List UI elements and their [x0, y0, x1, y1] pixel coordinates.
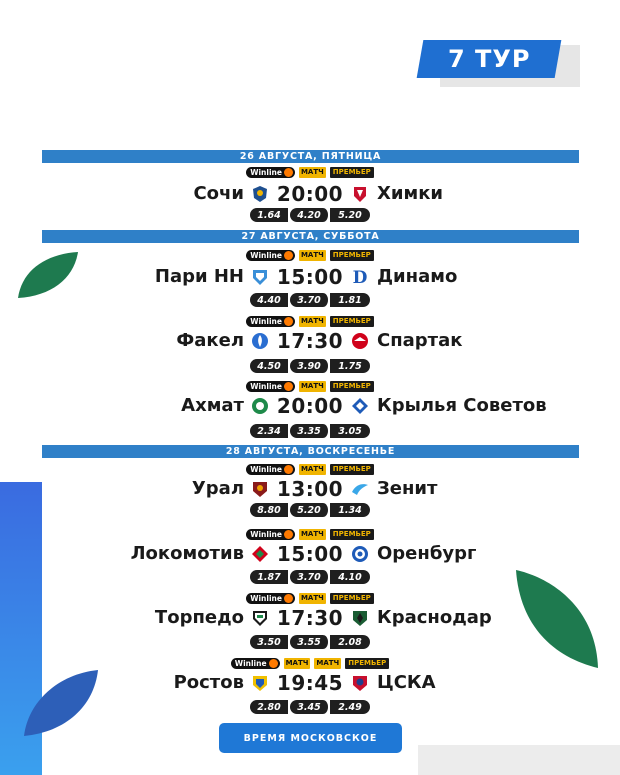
- odds-row: [0, 359, 620, 373]
- matchtv-logo: МАТЧ: [300, 251, 324, 259]
- day-header-28-aug: 28 АВГУСТА, ВОСКРЕСЕНЬЕ: [42, 445, 579, 458]
- away-team: Краснодар: [377, 607, 492, 628]
- broadcast-sponsors: [0, 592, 620, 604]
- matchtv-logo: МАТЧ: [300, 530, 324, 538]
- winline-logo: Winline: [246, 464, 295, 475]
- home-team: Факел: [176, 330, 244, 351]
- premier-logo: ПРЕМЬЕР: [330, 316, 374, 327]
- matchtv-logo-2: МАТЧ: [316, 659, 340, 667]
- broadcast-sponsors: [0, 166, 620, 178]
- home-team: Локомотив: [130, 543, 244, 564]
- away-team: Оренбург: [377, 543, 477, 564]
- broadcast-sponsors: [0, 528, 620, 540]
- home-team: Ростов: [173, 672, 244, 693]
- kickoff-time: 17:30: [276, 606, 344, 630]
- kickoff-time: 20:00: [276, 182, 344, 206]
- broadcast-sponsors: [0, 249, 620, 261]
- broadcast-sponsors: [0, 657, 620, 669]
- kickoff-time: 20:00: [276, 394, 344, 418]
- odd-away: 2.49: [330, 700, 370, 714]
- odd-draw: 5.20: [290, 503, 330, 517]
- away-team: Спартак: [377, 330, 463, 351]
- kickoff-time: 19:45: [276, 671, 344, 695]
- odd-away: 4.10: [330, 570, 370, 584]
- khimki-crest-icon: [351, 185, 369, 203]
- matchtv-logo: МАТЧ: [300, 168, 324, 176]
- spartak-crest-icon: [351, 332, 369, 350]
- odd-draw: 3.70: [290, 293, 330, 307]
- kickoff-time: 17:30: [276, 329, 344, 353]
- away-team: Зенит: [377, 478, 438, 499]
- winline-logo: Winline: [231, 658, 280, 669]
- odd-draw: 3.90: [290, 359, 330, 373]
- round-label: 7 ТУР: [447, 45, 531, 73]
- odd-draw: 3.45: [290, 700, 330, 714]
- odd-home: 1.87: [250, 570, 290, 584]
- away-team: Динамо: [377, 266, 458, 287]
- pari-nn-crest-icon: [251, 268, 269, 286]
- home-team: Пари НН: [154, 266, 244, 287]
- odds-row: [0, 700, 620, 714]
- home-team: Торпедо: [154, 607, 244, 628]
- odd-away: 5.20: [330, 208, 370, 222]
- day-header-26-aug: 26 АВГУСТА, ПЯТНИЦА: [42, 150, 579, 163]
- premier-logo: ПРЕМЬЕР: [330, 250, 374, 261]
- premier-logo: ПРЕМЬЕР: [345, 658, 389, 669]
- odd-home: 4.40: [250, 293, 290, 307]
- odd-home: 2.34: [250, 424, 290, 438]
- sochi-crest-icon: [251, 185, 269, 203]
- round-badge: [417, 40, 562, 78]
- kickoff-time: 15:00: [276, 542, 344, 566]
- odds-row: [0, 208, 620, 222]
- winline-logo: Winline: [246, 250, 295, 261]
- premier-logo: ПРЕМЬЕР: [330, 593, 374, 604]
- ural-crest-icon: [251, 480, 269, 498]
- away-team: Крылья Советов: [377, 395, 547, 416]
- odd-draw: 4.20: [290, 208, 330, 222]
- odds-row: [0, 424, 620, 438]
- matchtv-logo: МАТЧ: [300, 382, 324, 390]
- svg-text:D: D: [352, 268, 368, 286]
- zenit-crest-icon: [351, 480, 369, 498]
- winline-logo: Winline: [246, 316, 295, 327]
- home-team: Ахмат: [181, 395, 244, 416]
- odds-row: [0, 503, 620, 517]
- winline-logo: Winline: [246, 529, 295, 540]
- matchtv-logo: МАТЧ: [300, 594, 324, 602]
- winline-logo: Winline: [246, 593, 295, 604]
- kickoff-time: 15:00: [276, 265, 344, 289]
- broadcast-sponsors: [0, 463, 620, 475]
- odd-home: 3.50: [250, 635, 290, 649]
- odds-row: [0, 570, 620, 584]
- matchtv-logo: МАТЧ: [300, 317, 324, 325]
- premier-logo: ПРЕМЬЕР: [330, 529, 374, 540]
- akhmat-crest-icon: [251, 397, 269, 415]
- odd-away: 1.75: [330, 359, 370, 373]
- home-team: Урал: [191, 478, 244, 499]
- premier-logo: ПРЕМЬЕР: [330, 167, 374, 178]
- odd-away: 2.08: [330, 635, 370, 649]
- moscow-time-note: ВРЕМЯ МОСКОВСКОЕ: [219, 723, 402, 753]
- dinamo-crest-icon: [351, 268, 369, 286]
- odd-home: 8.80: [250, 503, 290, 517]
- odds-row: [0, 293, 620, 307]
- odd-away: 1.34: [330, 503, 370, 517]
- odd-home: 2.80: [250, 700, 290, 714]
- premier-logo: ПРЕМЬЕР: [330, 381, 374, 392]
- winline-logo: Winline: [246, 167, 295, 178]
- odd-away: 3.05: [330, 424, 370, 438]
- odds-row: [0, 635, 620, 649]
- lokomotiv-crest-icon: [251, 545, 269, 563]
- premier-logo: ПРЕМЬЕР: [330, 464, 374, 475]
- home-team: Сочи: [193, 183, 244, 204]
- fakel-crest-icon: [251, 332, 269, 350]
- away-team: ЦСКА: [377, 672, 436, 693]
- odd-draw: 3.35: [290, 424, 330, 438]
- odd-home: 1.64: [250, 208, 290, 222]
- matchtv-logo: МАТЧ: [285, 659, 309, 667]
- odd-away: 1.81: [330, 293, 370, 307]
- orenburg-crest-icon: [351, 545, 369, 563]
- odd-draw: 3.70: [290, 570, 330, 584]
- away-team: Химки: [377, 183, 444, 204]
- winline-logo: Winline: [246, 381, 295, 392]
- krylia-sovetov-crest-icon: [351, 397, 369, 415]
- cska-crest-icon: [351, 674, 369, 692]
- odd-draw: 3.55: [290, 635, 330, 649]
- odd-home: 4.50: [250, 359, 290, 373]
- krasnodar-crest-icon: [351, 609, 369, 627]
- matchtv-logo: МАТЧ: [300, 465, 324, 473]
- broadcast-sponsors: [0, 315, 620, 327]
- kickoff-time: 13:00: [276, 477, 344, 501]
- broadcast-sponsors: [0, 380, 620, 392]
- decor-gray-block-bottom: [418, 745, 620, 775]
- torpedo-crest-icon: [251, 609, 269, 627]
- day-header-27-aug: 27 АВГУСТА, СУББОТА: [42, 230, 579, 243]
- rostov-crest-icon: [251, 674, 269, 692]
